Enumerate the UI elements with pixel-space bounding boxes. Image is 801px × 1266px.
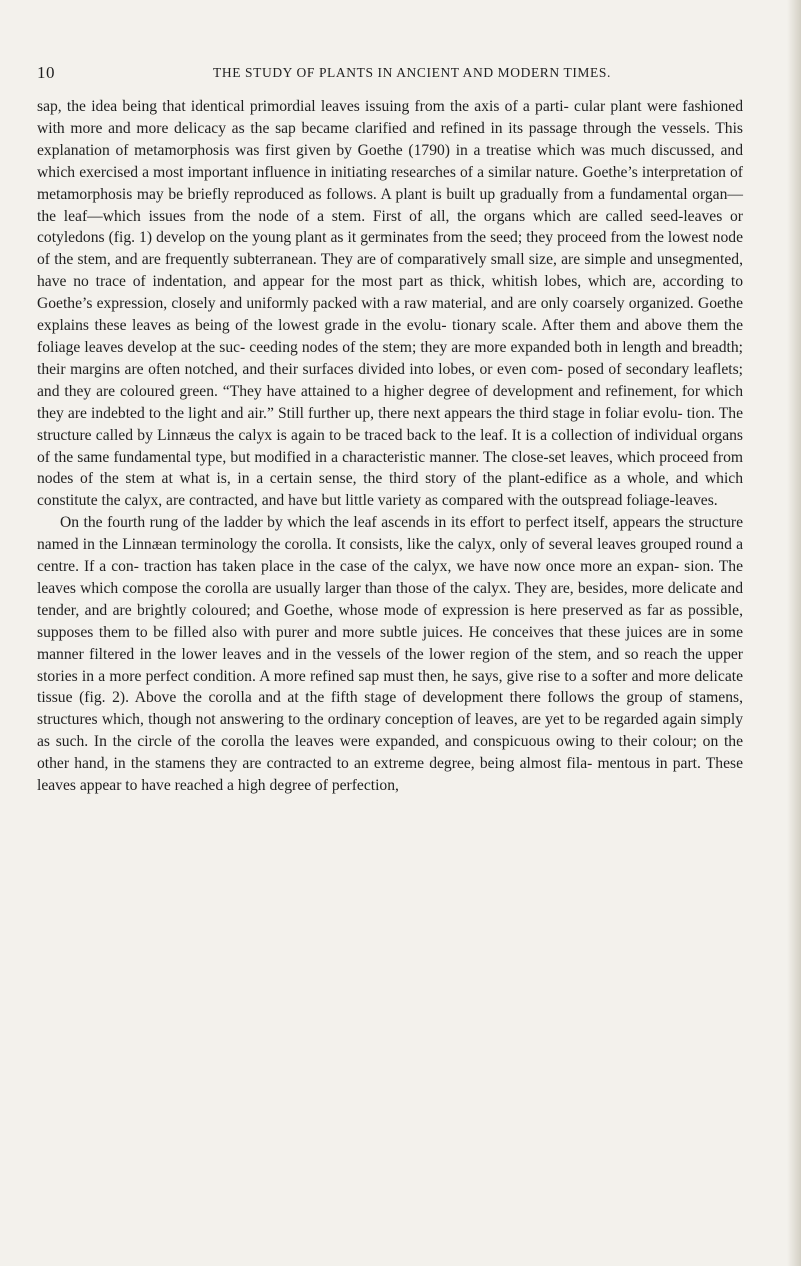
page-number: 10 (37, 63, 55, 82)
paragraph-1: sap, the idea being that identical primordial leaves issuing from the axis of a parti- cular plant were fashioned with more and more delicacy as the sap became clarified and refined in its passage through the vessels. This explanation of metamorphosis was first given by Goethe (1790) in a treatise which was much discussed, and which exercised a most important influence in initiating researches of a similar nature. Goethe’s interpretation of metamorphosis may be briefly reproduced as follows. A plant is built up gradually from a fundamental organ—the leaf—which issues from the node of a stem. First of all, the organs which are called seed-leaves or cotyledons (fig. 1) develop on the young plant as it germinates from the seed; they proceed from the lowest node of the stem, and are frequently subterranean. They are of comparatively small size, are simple and unsegmented, have no trace of indentation, and appear for the most part as thick, whitish lobes, which are, according to Goethe’s expression, closely and uniformly packed with a raw material, and are only coarsely organized. Goethe explains these leaves as being of the lowest grade in the evolu- tionary scale. After them and above them the foliage leaves develop at the suc- ceeding nodes of the stem; they are more expanded both in length and breadth; their margins are often notched, and their surfaces divided into lobes, or even com- posed of secondary leaflets; and they are coloured green. “They have attained to a higher degree of development and refinement, for which they are indebted to the light and air.” Still further up, there next appears the third stage in foliar evolu- tion. The structure called by Linnæus the calyx is again to be traced back to the leaf. It is a collection of individual organs of the same fundamental type, but modified in a characteristic manner. The close-set leaves, which proceed from nodes of the stem at what is, in a certain sense, the third story of the plant-edifice as a whole, and which constitute the calyx, are contracted, and have but little variety as compared with the outspread foliage-leaves. (37, 98, 743, 510)
paragraph-2: On the fourth rung of the ladder by which the leaf ascends in its effort to perfect itself, appears the structure named in the Linnæan terminology the corolla. It consists, like the calyx, only of several leaves grouped round a centre. If a con- traction has taken place in the case of the calyx, we have now once more an expan- sion. The leaves which compose the corolla are usually larger than those of the calyx. They are, besides, more delicate and tender, and are brightly coloured; and Goethe, whose mode of expression is here preserved as far as possible, supposes them to be filled also with purer and more subtle juices. He conceives that these juices are in some manner filtered in the lower leaves and in the vessels of the lower region of the stem, and so reach the upper stories in a more perfect condition. A more refined sap must then, he says, give rise to a softer and more delicate tissue (fig. 2). Above the corolla and at the fifth stage of development there follows the group of stamens, structures which, though not answering to the ordinary conception of leaves, are yet to be regarded again simply as such. In the circle of the corolla the leaves were expanded, and conspicuous owing to their colour; on the other hand, in the stamens they are contracted to an extreme degree, being almost fila- mentous in part. These leaves appear to have reached a high degree of perfection, (37, 514, 743, 795)
body-text (37, 96, 743, 797)
page-edge-shadow (787, 0, 801, 1266)
running-title: THE STUDY OF PLANTS IN ANCIENT AND MODERN TIMES. (213, 65, 611, 80)
running-head (37, 63, 737, 85)
